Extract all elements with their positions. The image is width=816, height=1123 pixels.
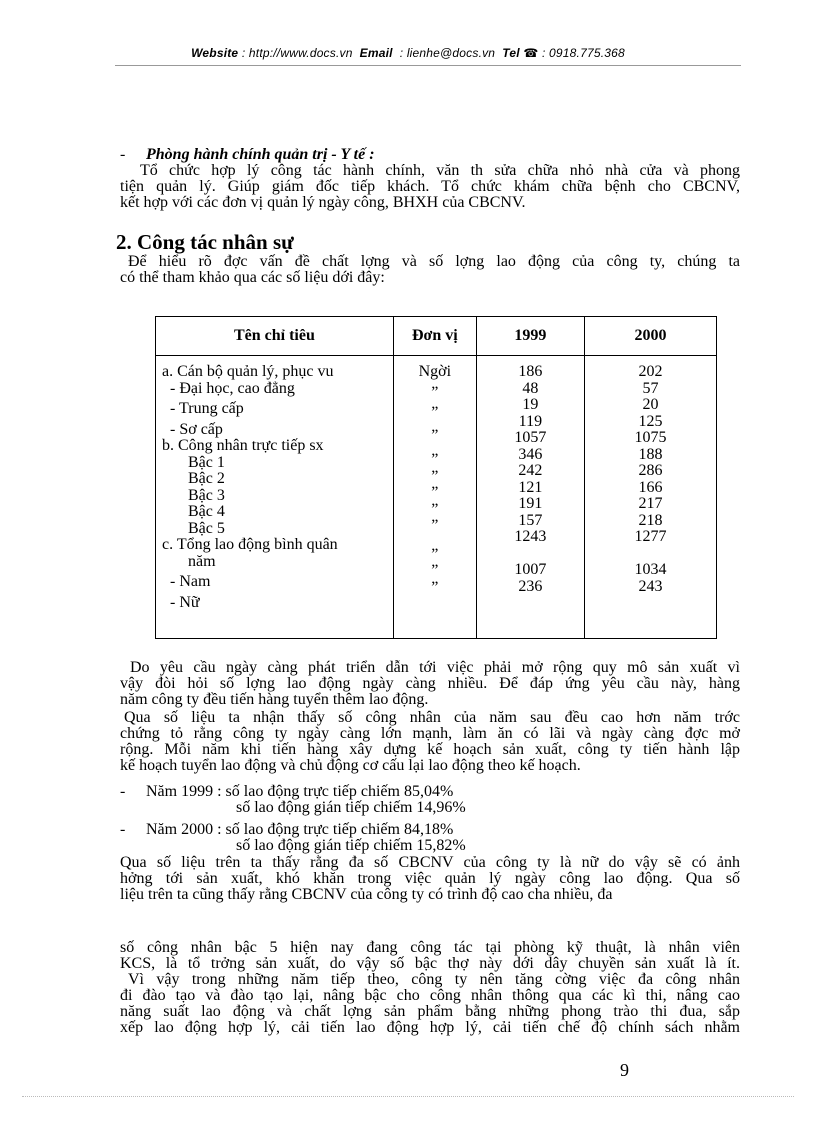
value-1999: 186 xyxy=(518,363,543,380)
tel-value: ☎ : 0918.775.368 xyxy=(523,46,625,60)
values-2000-cell xyxy=(584,356,716,639)
paragraph-line: Qua số liệu trên ta thấy rằng đa số CBCNV của công ty là nữ do vậy sẽ có ảnh xyxy=(120,854,740,871)
dash: - xyxy=(120,821,126,838)
header-divider xyxy=(115,65,741,66)
paragraph-line: KCS, là tổ trởng sản xuất, do vậy số bậc thợ này dới dây chuyền sản xuất là ít. xyxy=(120,955,740,972)
header-1999: 1999 xyxy=(476,317,584,356)
label-university: - Đại học, cao đẳng xyxy=(170,379,295,397)
unit-value: ” xyxy=(431,467,439,485)
table-header-row xyxy=(156,317,717,356)
intro-line: Để hiểu rõ đợc vấn đề chất lợng và số lợng lao động của công ty, chúng ta xyxy=(128,253,740,270)
website-label: Website xyxy=(191,46,239,60)
value-1999: 48 xyxy=(522,379,539,397)
value-2000: 286 xyxy=(638,462,663,479)
header-unit: Đơn vị xyxy=(393,317,476,356)
labor-table xyxy=(155,316,717,639)
value-2000: 217 xyxy=(638,495,663,512)
paragraph-line: số công nhân bậc 5 hiện nay đang công tác tại phòng kỹ thuật, là nhân viên xyxy=(120,939,740,956)
value-2000: 218 xyxy=(638,511,663,529)
value-2000: 1075 xyxy=(634,429,667,446)
paragraph-2 xyxy=(120,710,740,774)
value-1999: 191 xyxy=(518,495,543,512)
label-grade2: Bậc 2 xyxy=(188,470,225,487)
unit-value: ” xyxy=(431,578,439,596)
value-2000: 243 xyxy=(638,577,663,595)
value-2000: 1034 xyxy=(634,561,667,578)
email-value: : lienhe@docs.vn xyxy=(399,46,496,60)
paragraph-line: vậy đòi hỏi số lợng lao động ngày càng nhiều. Để đáp ứng yêu cầu này, hàng xyxy=(120,675,740,692)
paragraph-line: Vì vậy trong những năm tiếp theo, công ty nên tăng cờng việc đa công nhân xyxy=(128,971,740,988)
value-2000: 20 xyxy=(642,396,659,413)
unit-value: ” xyxy=(431,484,439,501)
ratio-2000 xyxy=(120,822,740,854)
section2-intro xyxy=(120,254,740,286)
paragraph-line: liệu trên ta cũng thấy rằng CBCNV của công ty có trình độ cao cha nhiều, đa xyxy=(120,886,613,903)
label-male: - Nam xyxy=(170,573,211,590)
value-2000: 57 xyxy=(642,379,659,397)
website-value: : http://www.docs.vn xyxy=(241,46,353,60)
value-1999: 1243 xyxy=(514,528,547,545)
page-number: 9 xyxy=(620,1060,629,1080)
paragraph-line: năng suất lao động và chất lợng sản phẩm bằng những phong trào thi đua, sắp xyxy=(120,1003,740,1020)
section1-dash: - xyxy=(120,146,126,163)
paragraph-3 xyxy=(120,855,740,903)
label-a: a. Cán bộ quản lý, phục vu xyxy=(162,363,334,380)
section2-heading: 2. Công tác nhân sự xyxy=(116,230,294,254)
value-1999: 1057 xyxy=(514,429,547,446)
value-1999: 236 xyxy=(518,577,543,595)
value-1999: 346 xyxy=(518,445,543,463)
label-grade3: Bậc 3 xyxy=(188,486,225,504)
value-2000: 188 xyxy=(638,445,663,463)
ratio-2000-direct: Năm 2000 : số lao động trực tiếp chiếm 84,18% xyxy=(146,821,454,838)
value-2000: 1277 xyxy=(634,528,667,545)
unit-value: ” xyxy=(431,545,439,563)
label-elementary: - Sơ cấp xyxy=(170,420,223,438)
value-1999: 119 xyxy=(518,412,543,430)
unit-value: ” xyxy=(431,383,439,401)
value-1999: 157 xyxy=(518,511,543,529)
label-c-year: năm xyxy=(188,552,216,570)
value-2000: 202 xyxy=(638,363,663,380)
ratio-1999 xyxy=(120,784,740,816)
email-label: Email xyxy=(359,46,393,60)
units-cell xyxy=(393,356,476,639)
unit-value: ” xyxy=(431,451,439,468)
dash: - xyxy=(120,783,126,800)
value-2000: 166 xyxy=(638,478,663,496)
paragraph-line: kế hoạch tuyển lao động và chủ động cơ cấu lại lao động theo kế hoạch. xyxy=(120,757,581,774)
paragraph-line: Qua số liệu ta nhận thấy số công nhân của năm sau đều cao hơn năm trớc xyxy=(124,709,740,726)
header-2000: 2000 xyxy=(584,317,716,356)
ratio-1999-direct: Năm 1999 : số lao động trực tiếp chiếm 85,04% xyxy=(146,783,454,800)
paragraph-line: năm công ty đều tiến hàng tuyển thêm lao động. xyxy=(120,691,429,708)
ratio-1999-indirect: số lao động gián tiếp chiếm 14,96% xyxy=(236,799,466,816)
unit-value: Ngời xyxy=(418,363,452,380)
label-grade5: Bậc 5 xyxy=(188,519,225,537)
section1-body xyxy=(120,163,740,211)
page-header xyxy=(0,46,816,60)
labels-cell xyxy=(156,356,394,639)
unit-value: ” xyxy=(431,562,439,579)
unit-value: ” xyxy=(431,517,439,534)
paragraph-4 xyxy=(120,940,740,1036)
value-1999: 1007 xyxy=(514,561,547,578)
values-1999-cell xyxy=(476,356,584,639)
label-grade1: Bậc 1 xyxy=(188,453,225,471)
label-b: b. Công nhân trực tiếp sx xyxy=(162,437,324,454)
value-1999 xyxy=(477,546,584,563)
paragraph-line: xếp lao động hợp lý, cải tiến lao động hợp lý, cải tiến chế độ chính sách nhằm xyxy=(120,1019,740,1036)
label-intermediate: - Trung cấp xyxy=(170,400,244,417)
value-2000 xyxy=(585,546,716,563)
label-c: c. Tổng lao động bình quân xyxy=(162,536,338,553)
value-1999: 242 xyxy=(518,462,543,479)
paragraph-line: hởng tới sản xuất, khó khăn trong việc quản lý ngày công lao động. Qua số xyxy=(120,870,740,887)
paragraph-line: rộng. Mỗi năm khi tiến hàng xây dựng kế hoạch sản xuất, công ty tiến hành lập xyxy=(120,741,740,758)
unit-value: ” xyxy=(431,404,439,421)
value-1999: 19 xyxy=(522,396,539,413)
section1-line: tiện quản lý. Giúp giám đốc tiếp khách. Tổ chức khám chữa bệnh cho CBCNV, xyxy=(120,178,740,195)
section1-line: Tổ chức hợp lý công tác hành chính, văn th sửa chữa nhỏ nhà cửa và phong xyxy=(140,162,740,179)
unit-value: ” xyxy=(431,500,439,518)
tel-label: Tel xyxy=(502,46,520,60)
paragraph-line: đi đào tạo và đào tạo lại, nâng bậc cho công nhân thông qua các kì thi, nâng cao xyxy=(120,987,740,1004)
label-female: - Nữ xyxy=(170,593,200,611)
footer-divider xyxy=(22,1096,794,1097)
ratio-2000-indirect: số lao động gián tiếp chiếm 15,82% xyxy=(236,837,466,854)
value-1999: 121 xyxy=(518,478,543,496)
paragraph-line: Do yêu cầu ngày càng phát triển dẫn tới việc phải mở rộng quy mô sản xuất vì xyxy=(130,659,740,676)
section1-line: kết hợp với các đơn vị quản lý ngày công, BHXH của CBCNV. xyxy=(120,194,526,211)
paragraph-line: chứng tỏ rằng công ty ngày càng lớn mạnh, làm ăn có lãi và ngày càng đợc mở xyxy=(120,725,740,742)
intro-line: có thể tham khảo qua các số liệu dới đây: xyxy=(120,269,385,286)
table-body-row xyxy=(156,356,717,639)
unit-value: ” xyxy=(431,426,439,444)
label-grade4: Bậc 4 xyxy=(188,503,225,520)
header-indicator: Tên chỉ tiêu xyxy=(156,317,394,356)
section1-title-text: Phòng hành chính quản trị - Y tế : xyxy=(146,146,375,163)
value-2000: 125 xyxy=(638,412,663,430)
paragraph-1 xyxy=(120,660,740,708)
